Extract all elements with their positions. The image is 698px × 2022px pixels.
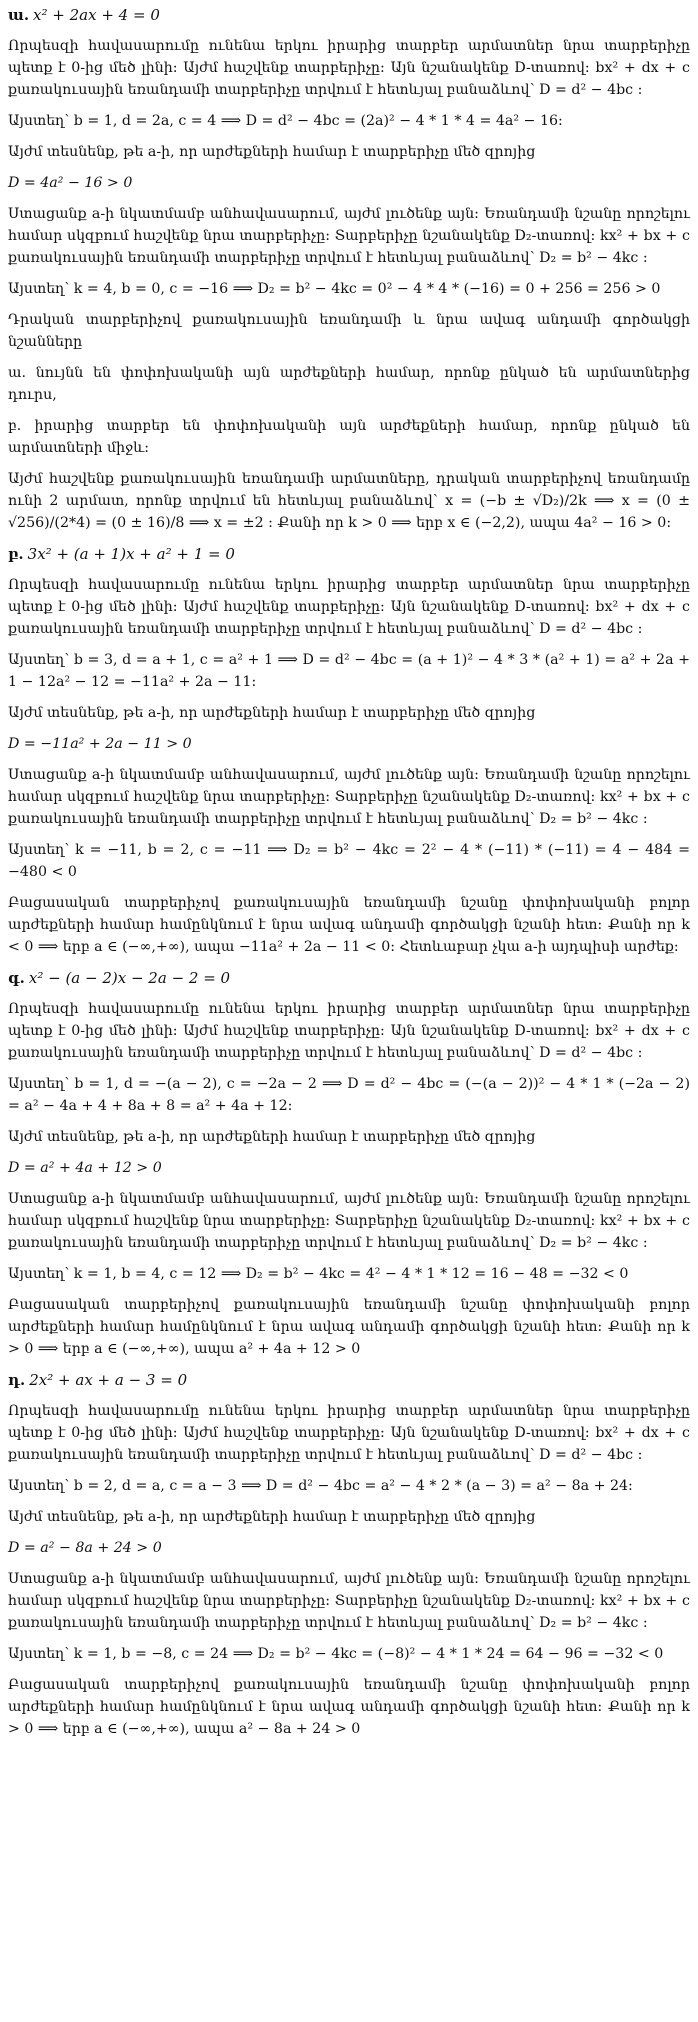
paragraph: Որպեսզի հավասարումը ունենա երկու իրարից տարբեր արմատներ նրա տարբերիչը պետք է 0-ից մեծ լինի: Այժմ հաշվենք տարբերիչը: Այն նշանակենք D-տառով: bx² + dx + c քառակուսային եռանդամի տարբերիչը տրվում է հետևյալ բանաձևով՝ D = d² − 4bc : <box>8 38 690 98</box>
section-heading <box>8 1369 690 1391</box>
section-letter: բ. <box>8 545 24 563</box>
paragraph: Այստեղ՝ b = 3, d = a + 1, c = a² + 1 ⟹ D = d² − 4bc = (a + 1)² − 4 * 3 * (a² + 1) = a² + 2a + 1 − 12a² − 12 = −11a² + 2a − 11: <box>8 652 690 690</box>
section-a <box>8 4 690 534</box>
section-c <box>8 967 690 1360</box>
section-b <box>8 543 690 958</box>
paragraph: Ստացանք a-ի նկատմամբ անհավասարում, այժմ լուծենք այն: Եռանդամի նշանը որոշելու համար սկզբում հաշվենք նրա տարբերիչը: Տարբերիչը նշանակենք D₂-տառով: kx² + bx + c քառակուսային եռանդամի տարբերիչը տրվում է հետևյալ բանաձևով՝ D₂ = b² − 4kc : <box>8 1191 690 1251</box>
paragraph: Այժմ տեսնենք, թե a-ի, որ արժեքների համար է տարբերիչը մեծ զրոյից <box>8 1129 536 1145</box>
paragraph: Որպեսզի հավասարումը ունենա երկու իրարից տարբեր արմատներ նրա տարբերիչը պետք է 0-ից մեծ լինի: Այժմ հաշվենք տարբերիչը: Այն նշանակենք D-տառով: bx² + dx + c քառակուսային եռանդամի տարբերիչը տրվում է հետևյալ բանաձևով՝ D = d² − 4bc : <box>8 1403 690 1463</box>
section-equation: x² + 2ax + 4 = 0 <box>33 6 160 24</box>
paragraph: Այժմ տեսնենք, թե a-ի, որ արժեքների համար է տարբերիչը մեծ զրոյից <box>8 1509 536 1525</box>
formula-line: D = a² − 8a + 24 > 0 <box>8 1540 162 1556</box>
paragraph: Այստեղ՝ b = 1, d = −(a − 2), c = −2a − 2 ⟹ D = d² − 4bc = (−(a − 2))² − 4 * 1 * (−2a − 2) = a² − 4a + 4 + 8a + 8 = a² + 4a + 12: <box>8 1076 690 1114</box>
paragraph: Բացասական տարբերիչով քառակուսային եռանդամի նշանը փոփոխականի բոլոր արժեքների համար համընկնում է նրա ավագ անդամի գործակցի նշանի հետ: Քանի որ k < 0 ⟹ երբ a ∈ (−∞,+∞), ապա −11a² + 2a − 11 < 0: Հետևաբար չկա a-ի այդպիսի արժեք: <box>8 895 690 955</box>
paragraph: Այստեղ՝ k = −11, b = 2, c = −11 ⟹ D₂ = b² − 4kc = 2² − 4 * (−11) * (−11) = 4 − 484 = −480 < 0 <box>8 842 690 880</box>
paragraph: Այստեղ՝ k = 1, b = 4, c = 12 ⟹ D₂ = b² − 4kc = 4² − 4 * 1 * 12 = 16 − 48 = −32 < 0 <box>8 1266 629 1282</box>
paragraph: Այստեղ՝ b = 2, d = a, c = a − 3 ⟹ D = d² − 4bc = a² − 4 * 2 * (a − 3) = a² − 8a + 24: <box>8 1478 633 1494</box>
paragraph: Այժմ տեսնենք, թե a-ի, որ արժեքների համար է տարբերիչը մեծ զրոյից <box>8 144 536 160</box>
section-equation: 3x² + (a + 1)x + a² + 1 = 0 <box>27 545 235 563</box>
paragraph: Ստացանք a-ի նկատմամբ անհավասարում, այժմ լուծենք այն: Եռանդամի նշանը որոշելու համար սկզբում հաշվենք նրա տարբերիչը: Տարբերիչը նշանակենք D₂-տառով: kx² + bx + c քառակուսային եռանդամի տարբերիչը տրվում է հետևյալ բանաձևով՝ D₂ = b² − 4kc : <box>8 767 690 827</box>
paragraph: Բացասական տարբերիչով քառակուսային եռանդամի նշանը փոփոխականի բոլոր արժեքների համար համընկնում է նրա ավագ անդամի գործակցի նշանի հետ: Քանի որ k > 0 ⟹ երբ a ∈ (−∞,+∞), ապա a² + 4a + 12 > 0 <box>8 1297 690 1357</box>
section-equation: x² − (a − 2)x − 2a − 2 = 0 <box>28 969 231 987</box>
formula-line: D = a² + 4a + 12 > 0 <box>8 1160 162 1176</box>
section-heading <box>8 543 690 565</box>
section-heading <box>8 967 690 989</box>
paragraph: Այստեղ՝ b = 1, d = 2a, c = 4 ⟹ D = d² − 4bc = (2a)² − 4 * 1 * 4 = 4a² − 16: <box>8 113 563 129</box>
paragraph: Որպեսզի հավասարումը ունենա երկու իրարից տարբեր արմատներ նրա տարբերիչը պետք է 0-ից մեծ լինի: Այժմ հաշվենք տարբերիչը: Այն նշանակենք D-տառով: bx² + dx + c քառակուսային եռանդամի տարբերիչը տրվում է հետևյալ բանաձևով՝ D = d² − 4bc : <box>8 1001 690 1061</box>
section-equation: 2x² + ax + a − 3 = 0 <box>29 1371 188 1389</box>
paragraph: Դրական տարբերիչով քառակուսային եռանդամի և նրա ավագ անդամի գործակցի նշանները <box>8 312 690 350</box>
section-d <box>8 1369 690 1740</box>
paragraph: ա. նույնն են փոփոխականի այն արժեքների համար, որոնք ընկած են արմատներից դուրս, <box>8 365 690 403</box>
formula-line: D = −11a² + 2a − 11 > 0 <box>8 736 192 752</box>
paragraph: բ. իրարից տարբեր են փոփոխականի այն արժեքների համար, որոնք ընկած են արմատների միջև: <box>8 418 690 456</box>
paragraph: Այստեղ՝ k = 4, b = 0, c = −16 ⟹ D₂ = b² − 4kc = 0² − 4 * 4 * (−16) = 0 + 256 = 256 > 0 <box>8 281 661 297</box>
section-letter: ա. <box>8 6 30 24</box>
section-heading <box>8 4 690 26</box>
paragraph: Այժմ հաշվենք քառակուսային եռանդամի արմատները, դրական տարբերիչով եռանդամը ունի 2 արմատ, որոնք տրվում են հետևյալ բանաձևով՝ x = (−b ± √D₂)/2k ⟹ x = (0 ± √256)/(2*4) = (0 ± 16)/8 ⟹ x = ±2 : Քանի որ k > 0 ⟹ երբ x ∈ (−2,2), ապա 4a² − 16 > 0: <box>8 471 690 531</box>
section-letter: գ. <box>8 969 25 987</box>
paragraph: Այստեղ՝ k = 1, b = −8, c = 24 ⟹ D₂ = b² − 4kc = (−8)² − 4 * 1 * 24 = 64 − 96 = −32 < 0 <box>8 1646 664 1662</box>
paragraph: Այժմ տեսնենք, թե a-ի, որ արժեքների համար է տարբերիչը մեծ զրոյից <box>8 705 536 721</box>
paragraph: Ստացանք a-ի նկատմամբ անհավասարում, այժմ լուծենք այն: Եռանդամի նշանը որոշելու համար սկզբում հաշվենք նրա տարբերիչը: Տարբերիչը նշանակենք D₂-տառով: kx² + bx + c քառակուսային եռանդամի տարբերիչը տրվում է հետևյալ բանաձևով՝ D₂ = b² − 4kc : <box>8 1571 690 1631</box>
section-letter: դ. <box>8 1371 26 1389</box>
paragraph: Որպեսզի հավասարումը ունենա երկու իրարից տարբեր արմատներ նրա տարբերիչը պետք է 0-ից մեծ լինի: Այժմ հաշվենք տարբերիչը: Այն նշանակենք D-տառով: bx² + dx + c քառակուսային եռանդամի տարբերիչը տրվում է հետևյալ բանաձևով՝ D = d² − 4bc : <box>8 577 690 637</box>
paragraph: Ստացանք a-ի նկատմամբ անհավասարում, այժմ լուծենք այն: Եռանդամի նշանը որոշելու համար սկզբում հաշվենք նրա տարբերիչը: Տարբերիչը նշանակենք D₂-տառով: kx² + bx + c քառակուսային եռանդամի տարբերիչը տրվում է հետևյալ բանաձևով՝ D₂ = b² − 4kc : <box>8 206 690 266</box>
formula-line: D = 4a² − 16 > 0 <box>8 175 133 191</box>
paragraph: Բացասական տարբերիչով քառակուսային եռանդամի նշանը փոփոխականի բոլոր արժեքների համար համընկնում է նրա ավագ անդամի գործակցի նշանի հետ: Քանի որ k > 0 ⟹ երբ a ∈ (−∞,+∞), ապա a² − 8a + 24 > 0 <box>8 1677 690 1737</box>
